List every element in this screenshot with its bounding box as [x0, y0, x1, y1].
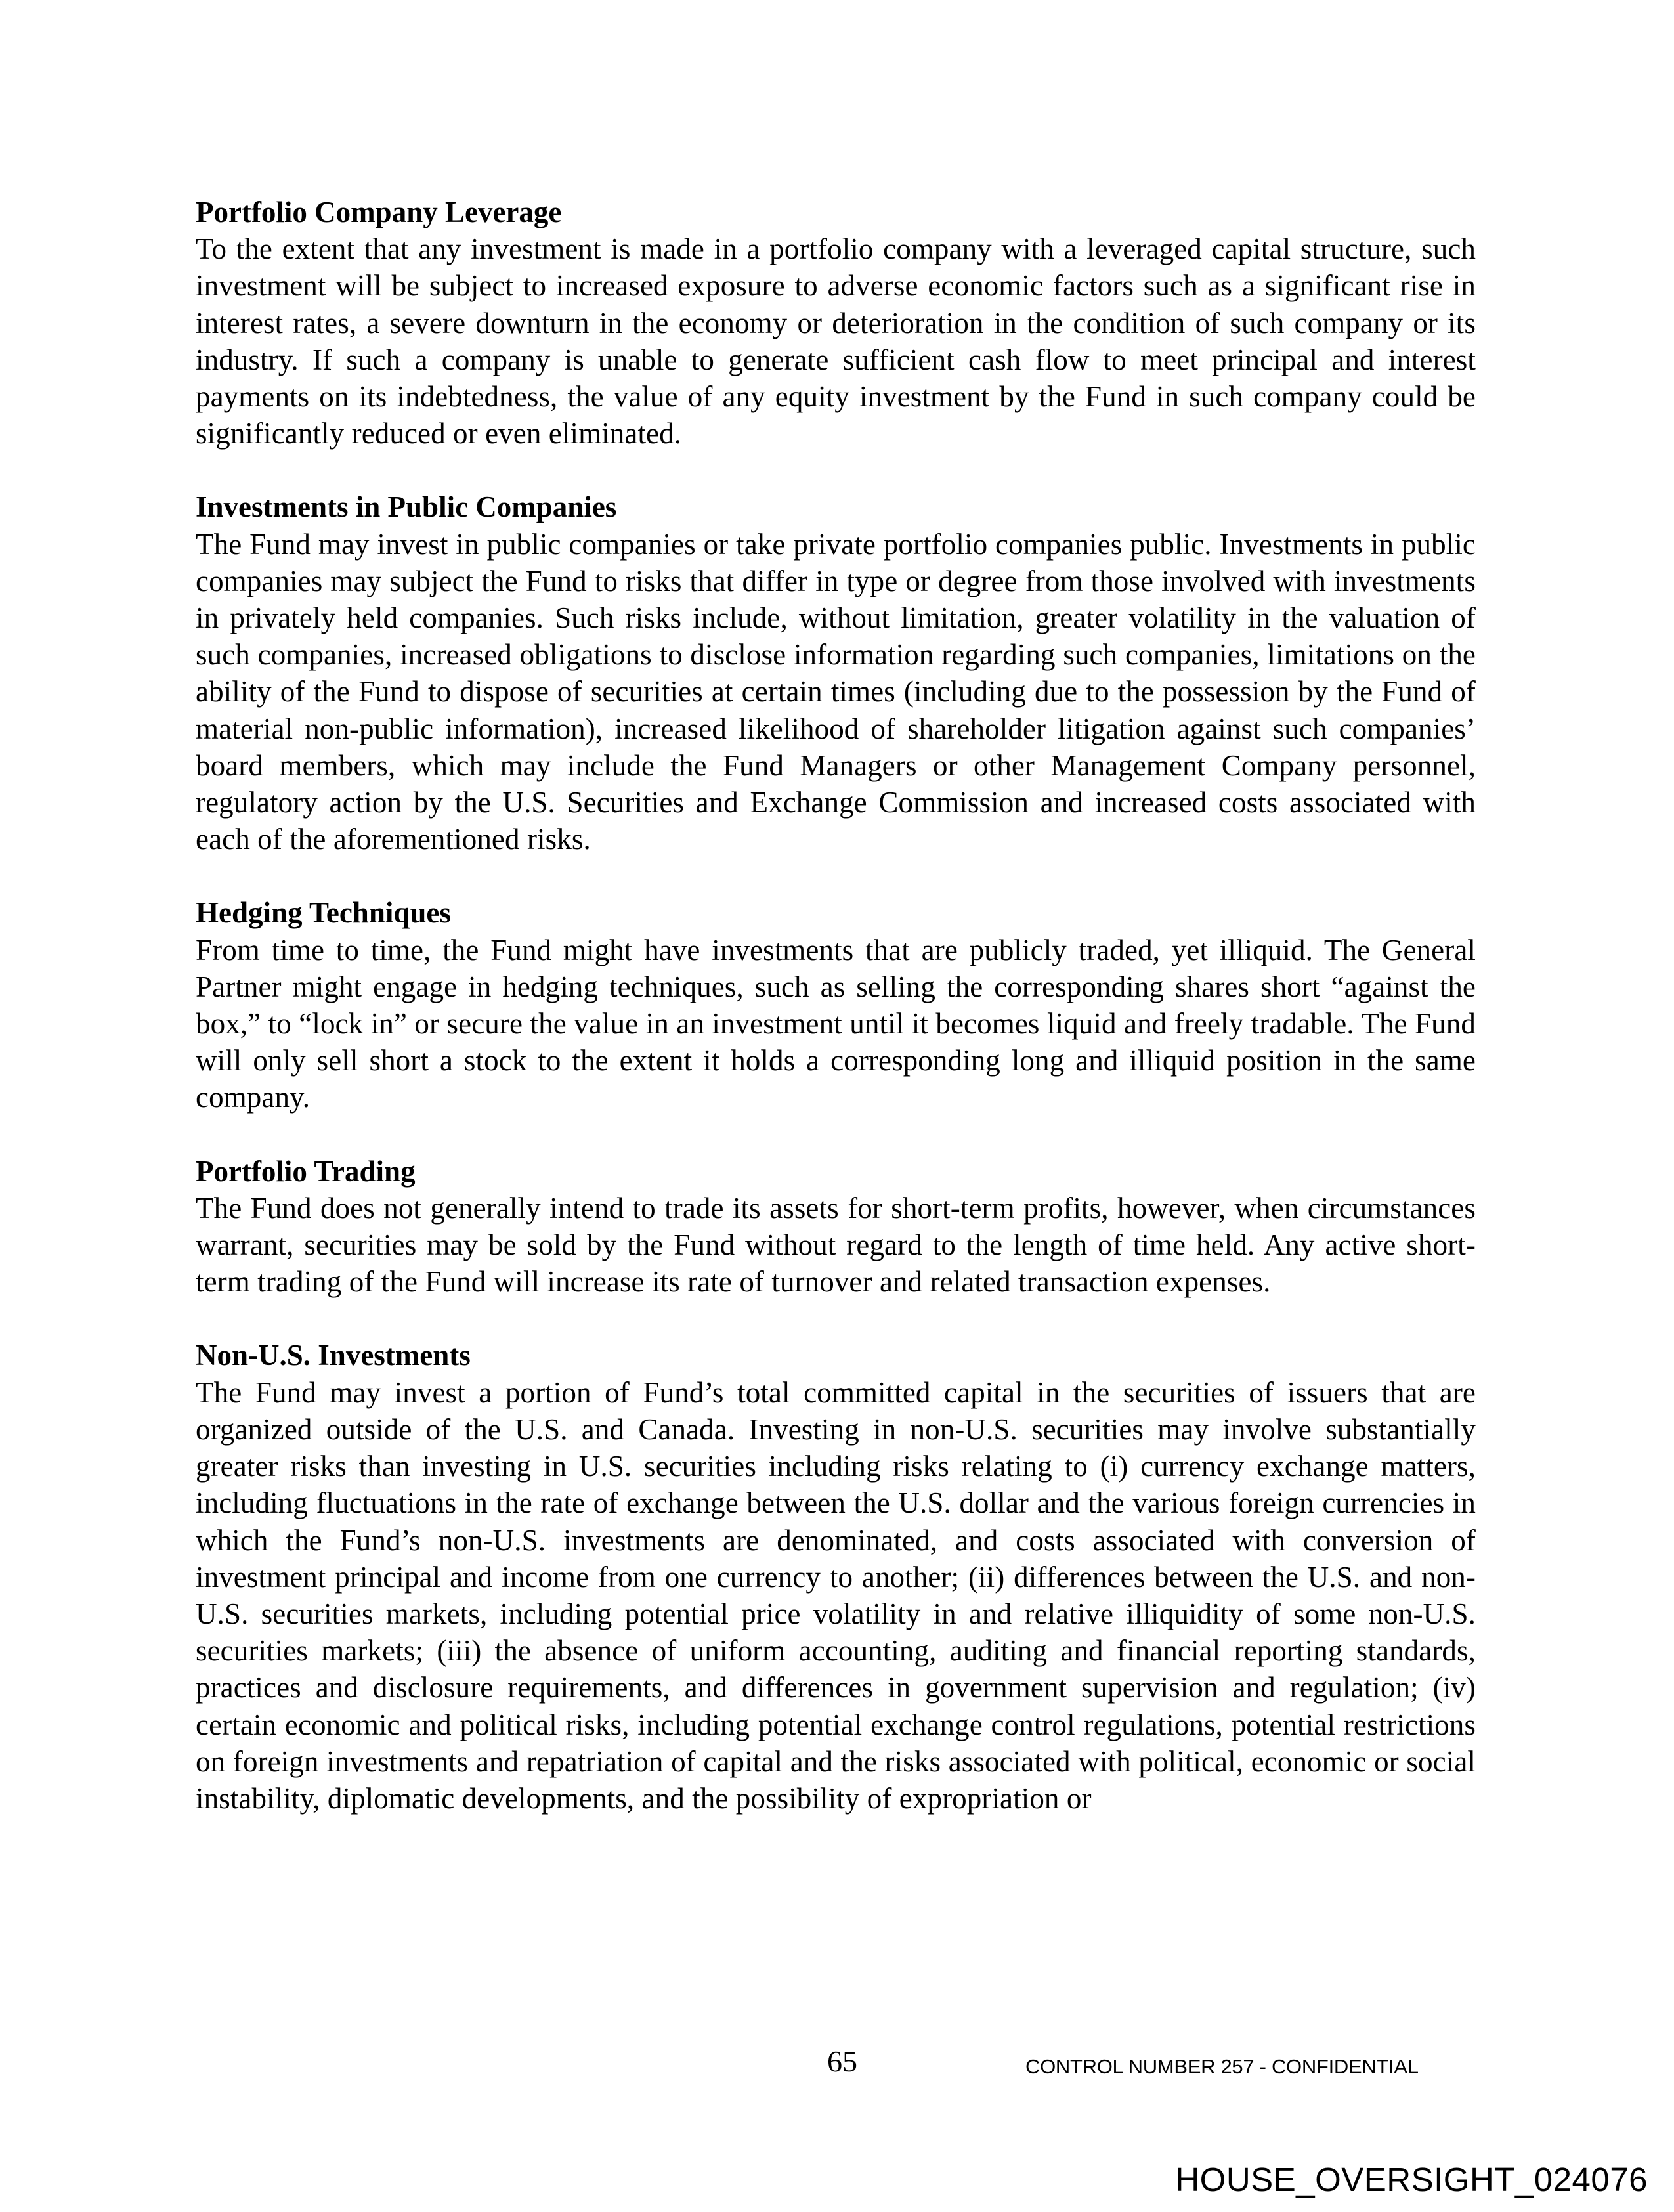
page-number: 65 [827, 2045, 857, 2078]
section-paragraph: The Fund does not generally intend to trade its assets for short-term profits, however, when circumstances warrant, securities may be sold by the Fund without regard to the length of time held. Any active short-term trading of the Fund will increase its rate of turnover and related transaction expenses. [196, 1191, 1476, 1299]
section-hedging-techniques [196, 894, 1476, 1116]
section-paragraph: The Fund may invest a portion of Fund’s total committed capital in the securities of issuers that are organized outside of the U.S. and Canada. Investing in non-U.S. securities may involve substantially greater risks than investing in U.S. securities including risks relating to (i) currency exchange matters, including fluctuations in the rate of exchange between the U.S. dollar and the various foreign currencies in which the Fund’s non-U.S. investments are denominated, and costs associated with conversion of investment principal and income from one currency to another; (ii) differences between the U.S. and non-U.S. securities markets, including potential price volatility in and relative illiquidity of some non-U.S. securities markets; (iii) the absence of uniform accounting, auditing and financial reporting standards, practices and disclosure requirements, and differences in government supervision and regulation; (iv) certain economic and political risks, including potential exchange control regulations, potential restrictions on foreign investments and repatriation of capital and the risks associated with political, economic or social instability, diplomatic developments, and the possibility of expropriation or [196, 1376, 1476, 1815]
section-heading: Portfolio Trading [196, 1154, 416, 1188]
document-body [196, 194, 1476, 1854]
section-paragraph: To the extent that any investment is made in a portfolio company with a leveraged capital structure, such investment will be subject to increased exposure to adverse economic factors such as a significant rise in interest rates, a severe downturn in the economy or deterioration in the condition of such company or its industry. If such a company is unable to generate sufficient cash flow to meet principal and interest payments on its indebtedness, the value of any equity investment by the Fund in such company could be significantly reduced or even eliminated. [196, 232, 1476, 450]
section-non-us-investments [196, 1337, 1476, 1817]
control-number-label: CONTROL NUMBER 257 - CONFIDENTIAL [1025, 2055, 1419, 2078]
section-paragraph: From time to time, the Fund might have investments that are publicly traded, yet illiquid. The General Partner might engage in hedging techniques, such as selling the corresponding shares short “against the box,” to “lock in” or secure the value in an investment until it becomes liquid and freely tradable. The Fund will only sell short a stock to the extent it holds a corresponding long and illiquid position in the same company. [196, 933, 1476, 1114]
section-portfolio-trading [196, 1153, 1476, 1301]
bates-number-label: HOUSE_OVERSIGHT_024076 [1175, 2161, 1648, 2198]
section-portfolio-company-leverage [196, 194, 1476, 452]
section-paragraph: The Fund may invest in public companies or take private portfolio companies public. Investments in public companies may subject the Fund to risks that differ in type or degree from those involved with investments in privately held companies. Such risks include, without limitation, greater volatility in the valuation of such companies, increased obligations to disclose information regarding such companies, limitations on the ability of the Fund to dispose of securities at certain times (including due to the possession by the Fund of material non-public information), increased likelihood of shareholder litigation against such companies’ board members, which may include the Fund Managers or other Management Company personnel, regulatory action by the U.S. Securities and Exchange Commission and increased costs associated with each of the aforementioned risks. [196, 527, 1476, 856]
section-heading: Portfolio Company Leverage [196, 196, 562, 228]
section-heading: Hedging Techniques [196, 896, 451, 930]
section-investments-in-public-companies [196, 488, 1476, 857]
section-heading: Non-U.S. Investments [196, 1339, 471, 1372]
section-heading: Investments in Public Companies [196, 490, 617, 524]
